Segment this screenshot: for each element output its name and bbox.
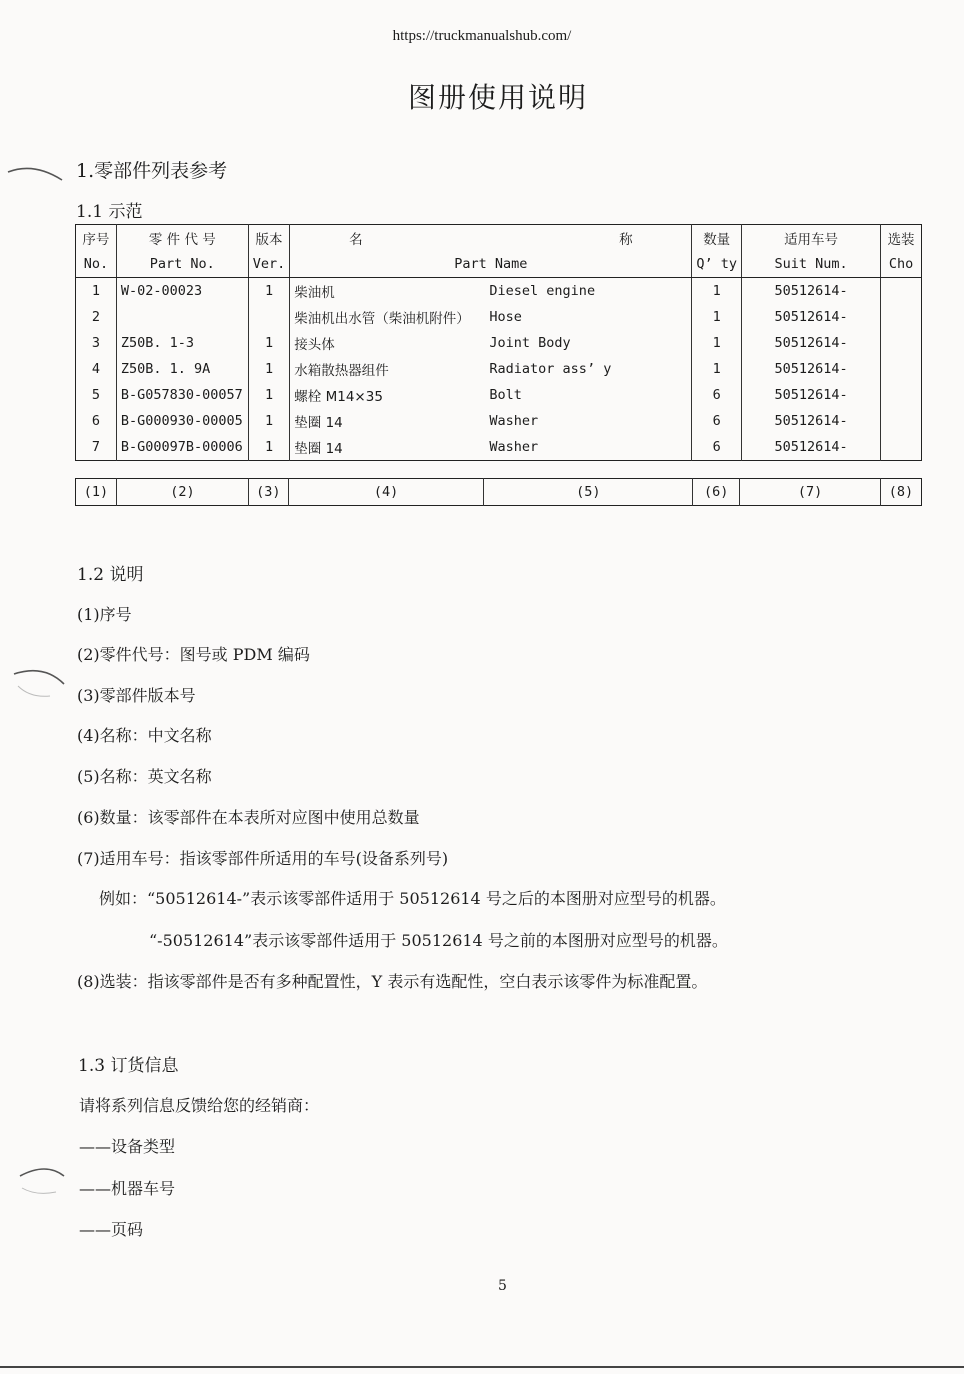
- binding-hole-mark: [10, 662, 70, 702]
- cell-suit: 50512614-: [742, 304, 881, 330]
- cell-name-cn: 螺栓 M14×35: [294, 389, 383, 405]
- header-name-cn: [290, 225, 692, 252]
- explanation-item-8: (8)选装：指该零部件是否有多种配置性，Y 表示有选配性，空白表示该零件为标准配置。: [77, 972, 708, 991]
- cell-part-no: Z50B. 1-3: [116, 330, 248, 356]
- cell-name-en: Bolt: [485, 382, 691, 408]
- section-1-1-heading: 1.1 示范: [76, 202, 143, 222]
- cell-cho: [881, 330, 922, 356]
- cell-qty: 1: [692, 356, 742, 382]
- cell-qty: 6: [692, 408, 742, 434]
- cell-suit: 50512614-: [742, 382, 881, 408]
- cell-name-cn: 柴油机出水管（柴油机附件）: [294, 311, 470, 327]
- header-ver-cn: 版本: [248, 225, 290, 252]
- explanation-item: (5)名称：英文名称: [77, 767, 212, 786]
- explanation-item: (3)零部件版本号: [77, 686, 196, 705]
- cell-qty: 6: [692, 434, 742, 461]
- cell-name-cn: 接头体: [294, 337, 335, 353]
- cell-qty: 1: [692, 304, 742, 330]
- table-row: [76, 434, 922, 461]
- header-no-en: No.: [76, 251, 117, 278]
- order-intro: 请将系列信息反馈给您的经销商：: [79, 1096, 320, 1115]
- index-label: (3): [248, 479, 288, 506]
- cell-ver: 1: [248, 330, 290, 356]
- cell-cho: [881, 304, 922, 330]
- explanation-item: (6)数量：该零部件在本表所对应图中使用总数量: [77, 808, 420, 827]
- header-qty-en: Q’ ty: [692, 251, 742, 278]
- source-url[interactable]: https://truckmanualshub.com/: [392, 28, 572, 44]
- order-item: ——页码: [79, 1220, 144, 1239]
- cell-cho: [881, 434, 922, 461]
- column-index-table: [75, 478, 922, 506]
- cell-qty: 6: [692, 382, 742, 408]
- cell-no: 3: [76, 330, 117, 356]
- parts-list-table: [75, 224, 922, 461]
- index-label: (4): [288, 479, 484, 506]
- cell-part-no: [116, 304, 248, 330]
- page-edge-line: [0, 1366, 964, 1368]
- cell-name-en: Radiator ass’ y: [485, 356, 691, 382]
- page-number: 5: [498, 1278, 507, 1294]
- cell-suit: 50512614-: [742, 434, 881, 461]
- binding-hole-mark: [16, 1162, 72, 1202]
- table-row: [76, 356, 922, 382]
- cell-ver: 1: [248, 408, 290, 434]
- column-index-row: [76, 479, 922, 506]
- explanation-item: (7)适用车号：指该零部件所适用的车号(设备系列号): [77, 849, 449, 868]
- example-line-2: “-50512614”表示该零部件适用于 50512614 号之前的本图册对应型号的机器。: [149, 931, 728, 950]
- index-label: (5): [484, 479, 693, 506]
- binding-hole-mark: [4, 158, 68, 188]
- cell-part-no: Z50B. 1. 9A: [116, 356, 248, 382]
- index-label: (8): [888, 484, 914, 500]
- cell-qty: 1: [692, 278, 742, 305]
- cell-qty: 1: [692, 330, 742, 356]
- explanation-item: (4)名称：中文名称: [77, 726, 212, 745]
- header-cho-en: Cho: [881, 251, 922, 278]
- header-cho-cn: 选装: [887, 232, 915, 248]
- cell-cho: [881, 356, 922, 382]
- cell-name-en: Washer: [485, 434, 691, 461]
- index-label: (1): [76, 479, 117, 506]
- header-name-en: Part Name: [290, 251, 692, 278]
- explanation-item: (2)零件代号：图号或 PDM 编码: [77, 645, 310, 664]
- cell-cho: [881, 278, 922, 305]
- index-label: (6): [693, 479, 740, 506]
- cell-no: 4: [76, 356, 117, 382]
- order-item: ——机器车号: [79, 1179, 176, 1198]
- table-row: [76, 408, 922, 434]
- cell-ver: [248, 304, 290, 330]
- cell-name-en: Washer: [485, 408, 691, 434]
- section-1-2-heading: 1.2 说明: [77, 565, 144, 585]
- header-part-no-en: Part No.: [116, 251, 248, 278]
- cell-ver: 1: [248, 382, 290, 408]
- index-label: (7): [740, 479, 881, 506]
- header-name-cn-right: 称: [619, 232, 633, 248]
- cell-ver: 1: [248, 356, 290, 382]
- cell-name-en: Diesel engine: [485, 278, 691, 305]
- header-suit-en: Suit Num.: [742, 251, 881, 278]
- header-part-no-cn: 零 件 代 号: [116, 225, 248, 252]
- explanation-item: (1)序号: [77, 605, 132, 624]
- table-header-row-cn: [76, 225, 922, 252]
- header-ver-en: Ver.: [248, 251, 290, 278]
- order-item: ——设备类型: [79, 1137, 176, 1156]
- header-suit-cn: 适用车号: [742, 225, 881, 252]
- table-row: [76, 278, 922, 305]
- cell-cho: [881, 408, 922, 434]
- index-label: (2): [116, 479, 248, 506]
- cell-ver: 1: [248, 278, 290, 305]
- cell-part-no: B-G000930-00005: [116, 408, 248, 434]
- cell-ver: 1: [248, 434, 290, 461]
- cell-name-en: Hose: [485, 304, 691, 330]
- cell-cho: [881, 382, 922, 408]
- section-1-3-heading: 1.3 订货信息: [78, 1056, 179, 1076]
- cell-name-cn: 垫圈 14: [294, 441, 343, 457]
- cell-no: 7: [76, 434, 117, 461]
- table-row: [76, 304, 922, 330]
- cell-no: 1: [76, 278, 117, 305]
- cell-no: 6: [76, 408, 117, 434]
- page-title: 图册使用说明: [407, 81, 588, 114]
- header-no-cn: 序号: [76, 225, 117, 252]
- cell-suit: 50512614-: [742, 356, 881, 382]
- header-qty-cn: 数量: [692, 225, 742, 252]
- header-name-cn-left: 名: [349, 232, 363, 248]
- cell-suit: 50512614-: [742, 330, 881, 356]
- cell-part-no: B-G057830-00057: [116, 382, 248, 408]
- cell-no: 2: [76, 304, 117, 330]
- section-1-heading: 1.零部件列表参考: [76, 160, 228, 182]
- cell-name-cn: 柴油机: [294, 285, 335, 301]
- cell-suit: 50512614-: [742, 408, 881, 434]
- table-row: [76, 330, 922, 356]
- cell-name-en: Joint Body: [485, 330, 691, 356]
- cell-name-cn: 垫圈 14: [294, 415, 343, 431]
- example-line-1: 例如：“50512614-”表示该零部件适用于 50512614 号之后的本图册对应型号的机器。: [99, 889, 726, 908]
- cell-part-no: W-02-00023: [116, 278, 248, 305]
- cell-part-no: B-G00097B-00006: [116, 434, 248, 461]
- table-row: [76, 382, 922, 408]
- cell-suit: 50512614-: [742, 278, 881, 305]
- cell-no: 5: [76, 382, 117, 408]
- table-header-row-en: [76, 251, 922, 278]
- cell-name-cn: 水箱散热器组件: [294, 363, 389, 379]
